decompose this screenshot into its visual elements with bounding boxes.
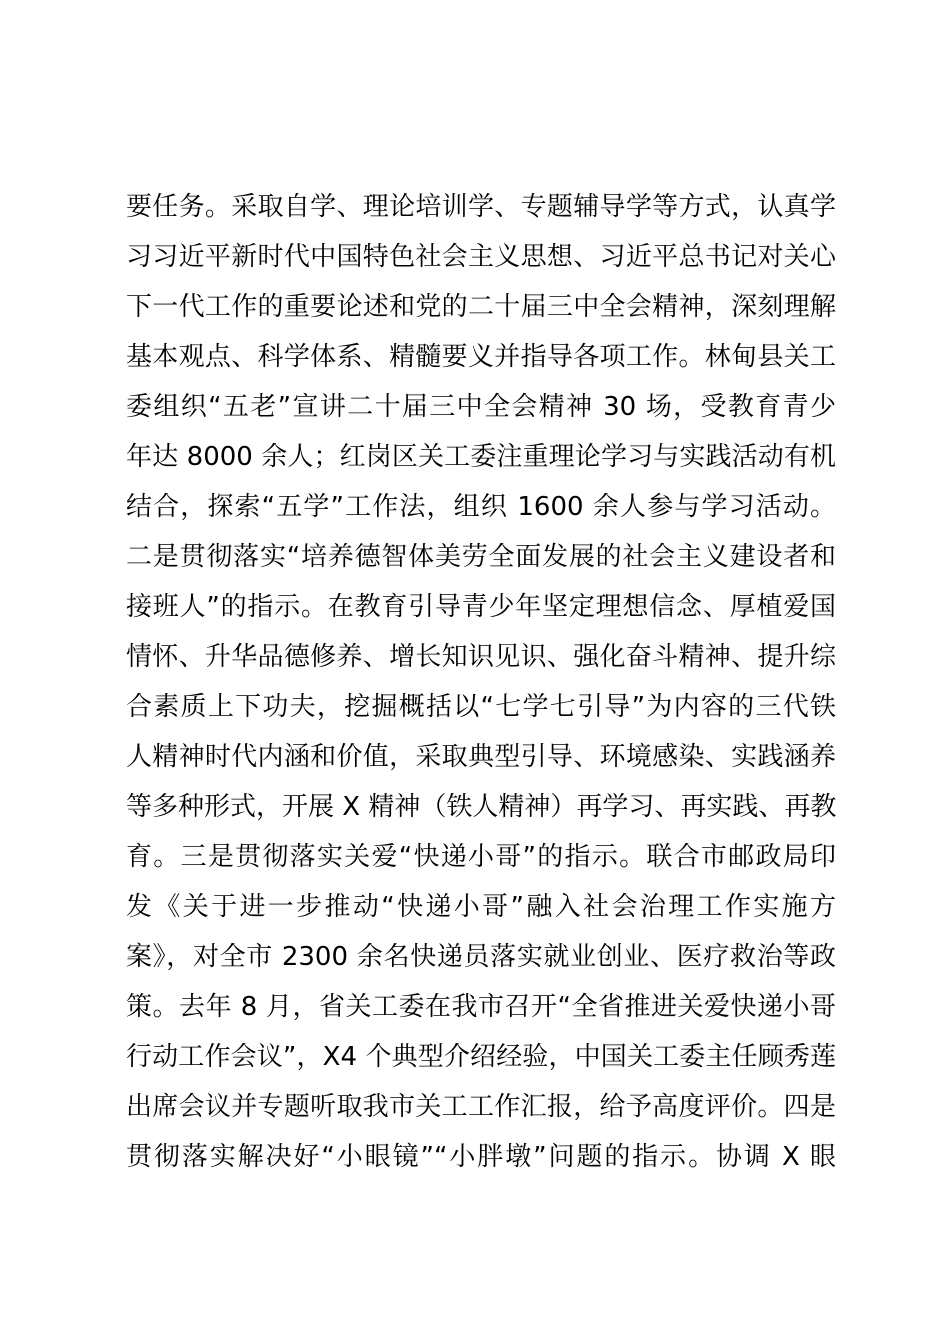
text-line: 出席会议并专题听取我市关工工作汇报，给予高度评价。四是	[126, 1092, 836, 1122]
text-line: 策。去年 8 月，省关工委在我市召开“全省推进关爱快递小哥	[126, 992, 836, 1022]
text-line: 基本观点、科学体系、精髓要义并指导各项工作。林甸县关工	[126, 342, 836, 372]
text-line: 行动工作会议”，X4 个典型介绍经验，中国关工委主任顾秀莲	[126, 1042, 836, 1072]
text-line: 年达 8000 余人；红岗区关工委注重理论学习与实践活动有机	[126, 442, 836, 472]
text-line: 育。三是贯彻落实关爱“快递小哥”的指示。联合市邮政局印	[126, 842, 836, 872]
text-line: 习习近平新时代中国特色社会主义思想、习近平总书记对关心	[126, 242, 836, 272]
text-line: 要任务。采取自学、理论培训学、专题辅导学等方式，认真学	[126, 192, 836, 222]
text-line: 情怀、升华品德修养、增长知识见识、强化奋斗精神、提升综	[126, 642, 836, 672]
text-line: 人精神时代内涵和价值，采取典型引导、环境感染、实践涵养	[126, 742, 836, 772]
text-line: 委组织“五老”宣讲二十届三中全会精神 30 场，受教育青少	[126, 392, 836, 422]
text-line: 结合，探索“五学”工作法，组织 1600 余人参与学习活动。	[126, 492, 836, 522]
text-line: 接班人”的指示。在教育引导青少年坚定理想信念、厚植爱国	[126, 592, 836, 622]
text-line: 发《关于进一步推动“快递小哥”融入社会治理工作实施方	[126, 892, 836, 922]
text-line: 等多种形式，开展 X 精神（铁人精神）再学习、再实践、再教	[126, 792, 837, 822]
body-paragraph	[126, 182, 836, 1182]
text-line: 合素质上下功夫，挖掘概括以“七学七引导”为内容的三代铁	[126, 692, 836, 722]
text-line: 贯彻落实解决好“小眼镜”“小胖墩”问题的指示。协调 X 眼	[126, 1142, 836, 1172]
text-line: 下一代工作的重要论述和党的二十届三中全会精神，深刻理解	[126, 292, 836, 322]
text-line: 案》，对全市 2300 余名快递员落实就业创业、医疗救治等政	[126, 942, 836, 972]
text-line: 二是贯彻落实“培养德智体美劳全面发展的社会主义建设者和	[126, 542, 836, 572]
